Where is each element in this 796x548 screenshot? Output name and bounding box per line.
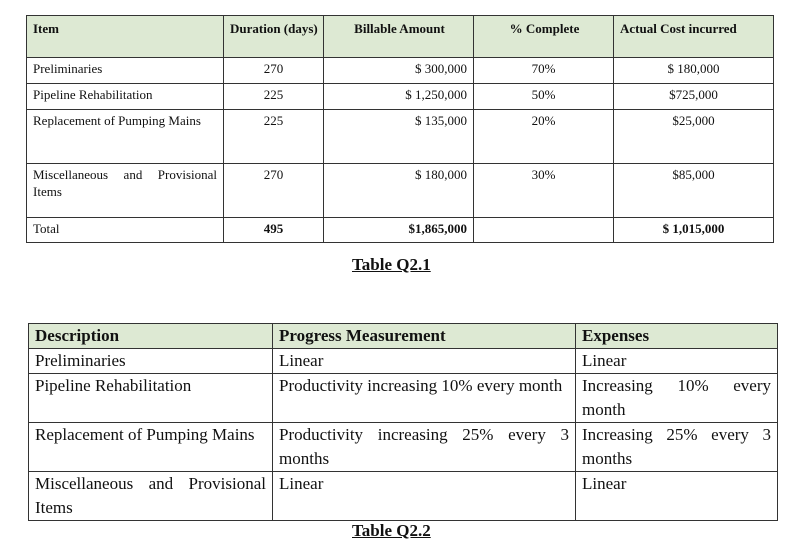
table-row [29, 472, 778, 521]
cell-description: Preliminaries [29, 349, 273, 374]
cell-actual: $25,000 [614, 110, 774, 164]
cell-actual: $ 180,000 [614, 58, 774, 84]
cell-total-duration: 495 [224, 218, 324, 243]
cost-table [26, 15, 774, 243]
cell-billable: $ 180,000 [324, 164, 474, 218]
cell-expenses: Linear [576, 349, 778, 374]
cell-complete: 30% [474, 164, 614, 218]
table-row [27, 164, 774, 218]
header-description: Description [29, 324, 273, 349]
cell-billable: $ 1,250,000 [324, 84, 474, 110]
table-header-row [27, 16, 774, 58]
cell-progress: Linear [273, 349, 576, 374]
table-caption: Table Q2.1 [352, 255, 431, 274]
header-billable-amount: Billable Amount [324, 16, 474, 58]
cell-total-billable: $1,865,000 [324, 218, 474, 243]
cell-item: Pipeline Rehabilitation [27, 84, 224, 110]
measurement-table [28, 323, 778, 521]
cell-progress: Productivity increasing 10% every month [273, 374, 576, 423]
table-row [29, 423, 778, 472]
cell-description: Miscellaneous and Provisional Items [29, 472, 273, 521]
cell-complete: 70% [474, 58, 614, 84]
cell-billable: $ 300,000 [324, 58, 474, 84]
table-row [27, 84, 774, 110]
table-total-row [27, 218, 774, 243]
cell-expenses: Increasing 10% every month [576, 374, 778, 423]
header-actual-cost: Actual Cost incurred [614, 16, 774, 58]
cell-total-complete [474, 218, 614, 243]
cell-actual: $85,000 [614, 164, 774, 218]
cell-expenses: Linear [576, 472, 778, 521]
cell-item: Replacement of Pumping Mains [27, 110, 224, 164]
cell-actual: $725,000 [614, 84, 774, 110]
table-row [27, 58, 774, 84]
cell-description: Pipeline Rehabilitation [29, 374, 273, 423]
header-progress-measurement: Progress Measurement [273, 324, 576, 349]
header-percent-complete: % Complete [474, 16, 614, 58]
cell-progress: Linear [273, 472, 576, 521]
cell-duration: 225 [224, 110, 324, 164]
cell-complete: 20% [474, 110, 614, 164]
cell-billable: $ 135,000 [324, 110, 474, 164]
table-caption: Table Q2.2 [352, 521, 431, 540]
table-row [27, 110, 774, 164]
table-row [29, 349, 778, 374]
cell-duration: 270 [224, 164, 324, 218]
header-duration: Duration (days) [224, 16, 324, 58]
cell-total-actual: $ 1,015,000 [614, 218, 774, 243]
cell-item: Preliminaries [27, 58, 224, 84]
header-item: Item [27, 16, 224, 58]
header-expenses: Expenses [576, 324, 778, 349]
cell-duration: 270 [224, 58, 324, 84]
table-row [29, 374, 778, 423]
cell-expenses: Increasing 25% every 3 months [576, 423, 778, 472]
table-header-row [29, 324, 778, 349]
cell-description: Replacement of Pumping Mains [29, 423, 273, 472]
cell-duration: 225 [224, 84, 324, 110]
cell-progress: Productivity increasing 25% every 3 months [273, 423, 576, 472]
cell-item: Miscellaneous and Provisional Items [27, 164, 224, 218]
cell-complete: 50% [474, 84, 614, 110]
cell-total-label: Total [27, 218, 224, 243]
